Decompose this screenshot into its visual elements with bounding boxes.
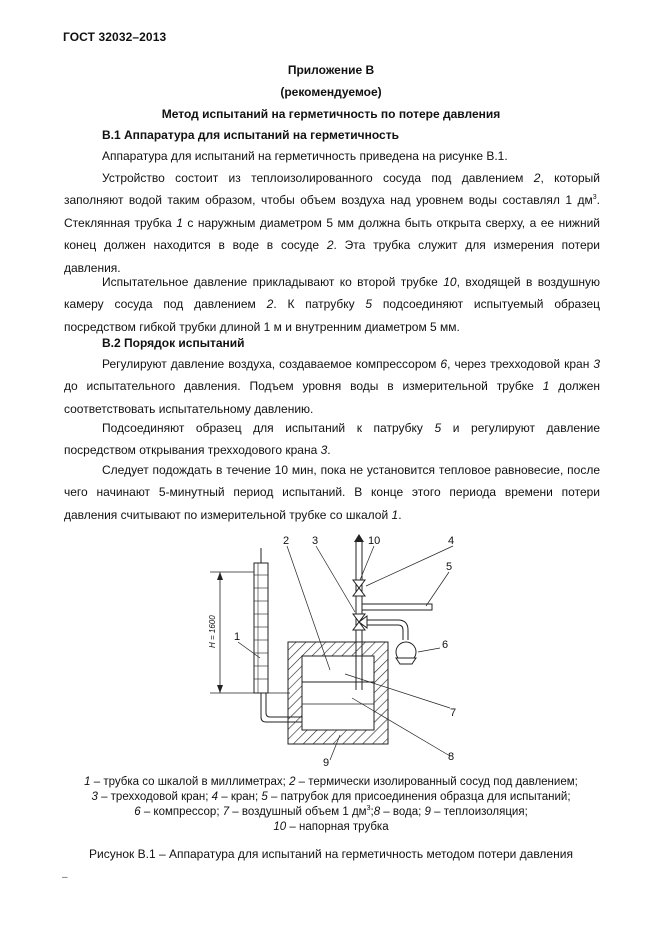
section-b1-paragraph-3: Испытательное давление прикладывают ко второй трубке 10, входящей в воздушную камеру сосуда под давлением 2. К патрубку 5 подсоединяют испытуемый образец посредством гибкой трубки длиной 1 м и внутренним диаметром 5 мм. bbox=[64, 275, 601, 334]
callout-4: 4 bbox=[448, 535, 455, 547]
callout-1: 1 bbox=[234, 631, 241, 643]
section-b1-paragraph-1: Аппаратура для испытаний на герметичность приведена на рисунке В.1. bbox=[102, 149, 508, 163]
legend-line-2: 3 – трехходовой кран; 4 – кран; 5 – патрубок для присоединения образца для испытаний; bbox=[91, 791, 571, 803]
section-b2-paragraph-1: Регулируют давление воздуха, создаваемое компрессором 6, через трехходовой кран 3 до испытательного давления. Подъем уровня воды в измерительной трубке 1 должен соответствовать испытательному давлению. bbox=[64, 357, 601, 416]
appendix-heading: Метод испытаний на герметичность по потере давления bbox=[161, 107, 501, 121]
legend-line-3: 6 – компрессор; 7 – воздушный объем 1 $дм^3;8$ – вода; 9 – теплоизоляция; bbox=[134, 805, 528, 818]
callout-6: 6 bbox=[442, 639, 449, 651]
section-b2-title: В.2 Порядок испытаний bbox=[102, 336, 245, 350]
section-b2-paragraph-2: Подсоединяют образец для испытаний к патрубку 5 и регулируют давление посредством открывания трехходового крана 3. bbox=[64, 421, 600, 458]
callout-2: 2 bbox=[283, 535, 290, 547]
figure-caption: Рисунок В.1 – Аппаратура для испытаний на герметичность методом потери давления bbox=[89, 847, 573, 861]
footer-mark: – bbox=[62, 872, 68, 883]
callout-9: 9 bbox=[323, 757, 330, 769]
dimension-label: H = 1600 bbox=[208, 615, 217, 648]
section-b2-paragraph-3: Следует подождать в течение 10 мин, пока не установится тепловое равновесие, после чего начинают 5-минутный период испытаний. В конце этого периода времени потери давления считывают по измерительной трубке со шкалой 1. bbox=[64, 463, 600, 522]
apparatus-diagram bbox=[190, 530, 480, 770]
legend-line-4: 10 – напорная трубка bbox=[273, 821, 389, 833]
legend-line-1: 1 – трубка со шкалой в миллиметрах; 2 – термически изолированный сосуд под давлением; bbox=[84, 776, 578, 788]
section-b1-title: В.1 Аппаратура для испытаний на герметичность bbox=[102, 128, 399, 142]
vessel-2 bbox=[302, 656, 374, 730]
callout-5: 5 bbox=[446, 561, 453, 573]
appendix-title: Приложение В bbox=[287, 63, 375, 77]
callout-8: 8 bbox=[448, 751, 455, 763]
section-b1-paragraph-2: Устройство состоит из теплоизолированного сосуда под давлением 2, который заполняют водой таким образом, чтобы объем воздуха над уровнем воды составлял 1 $дм^3$. Стеклянная трубка 1 с наружным диаметром 5 мм должна быть открыта сверху, а ее нижний конец должен находится в воде в сосуде 2. Эта трубка служит для измерения потери давления. bbox=[64, 171, 601, 275]
document-header: ГОСТ 32032–2013 bbox=[63, 30, 167, 44]
callout-3: 3 bbox=[312, 535, 319, 547]
scale-tube-1 bbox=[254, 563, 268, 693]
valve-4 bbox=[353, 580, 365, 588]
callout-7: 7 bbox=[450, 707, 457, 719]
connector-5 bbox=[362, 604, 432, 610]
callout-10: 10 bbox=[368, 535, 381, 547]
appendix-subtitle: (рекомендуемое) bbox=[280, 85, 382, 99]
